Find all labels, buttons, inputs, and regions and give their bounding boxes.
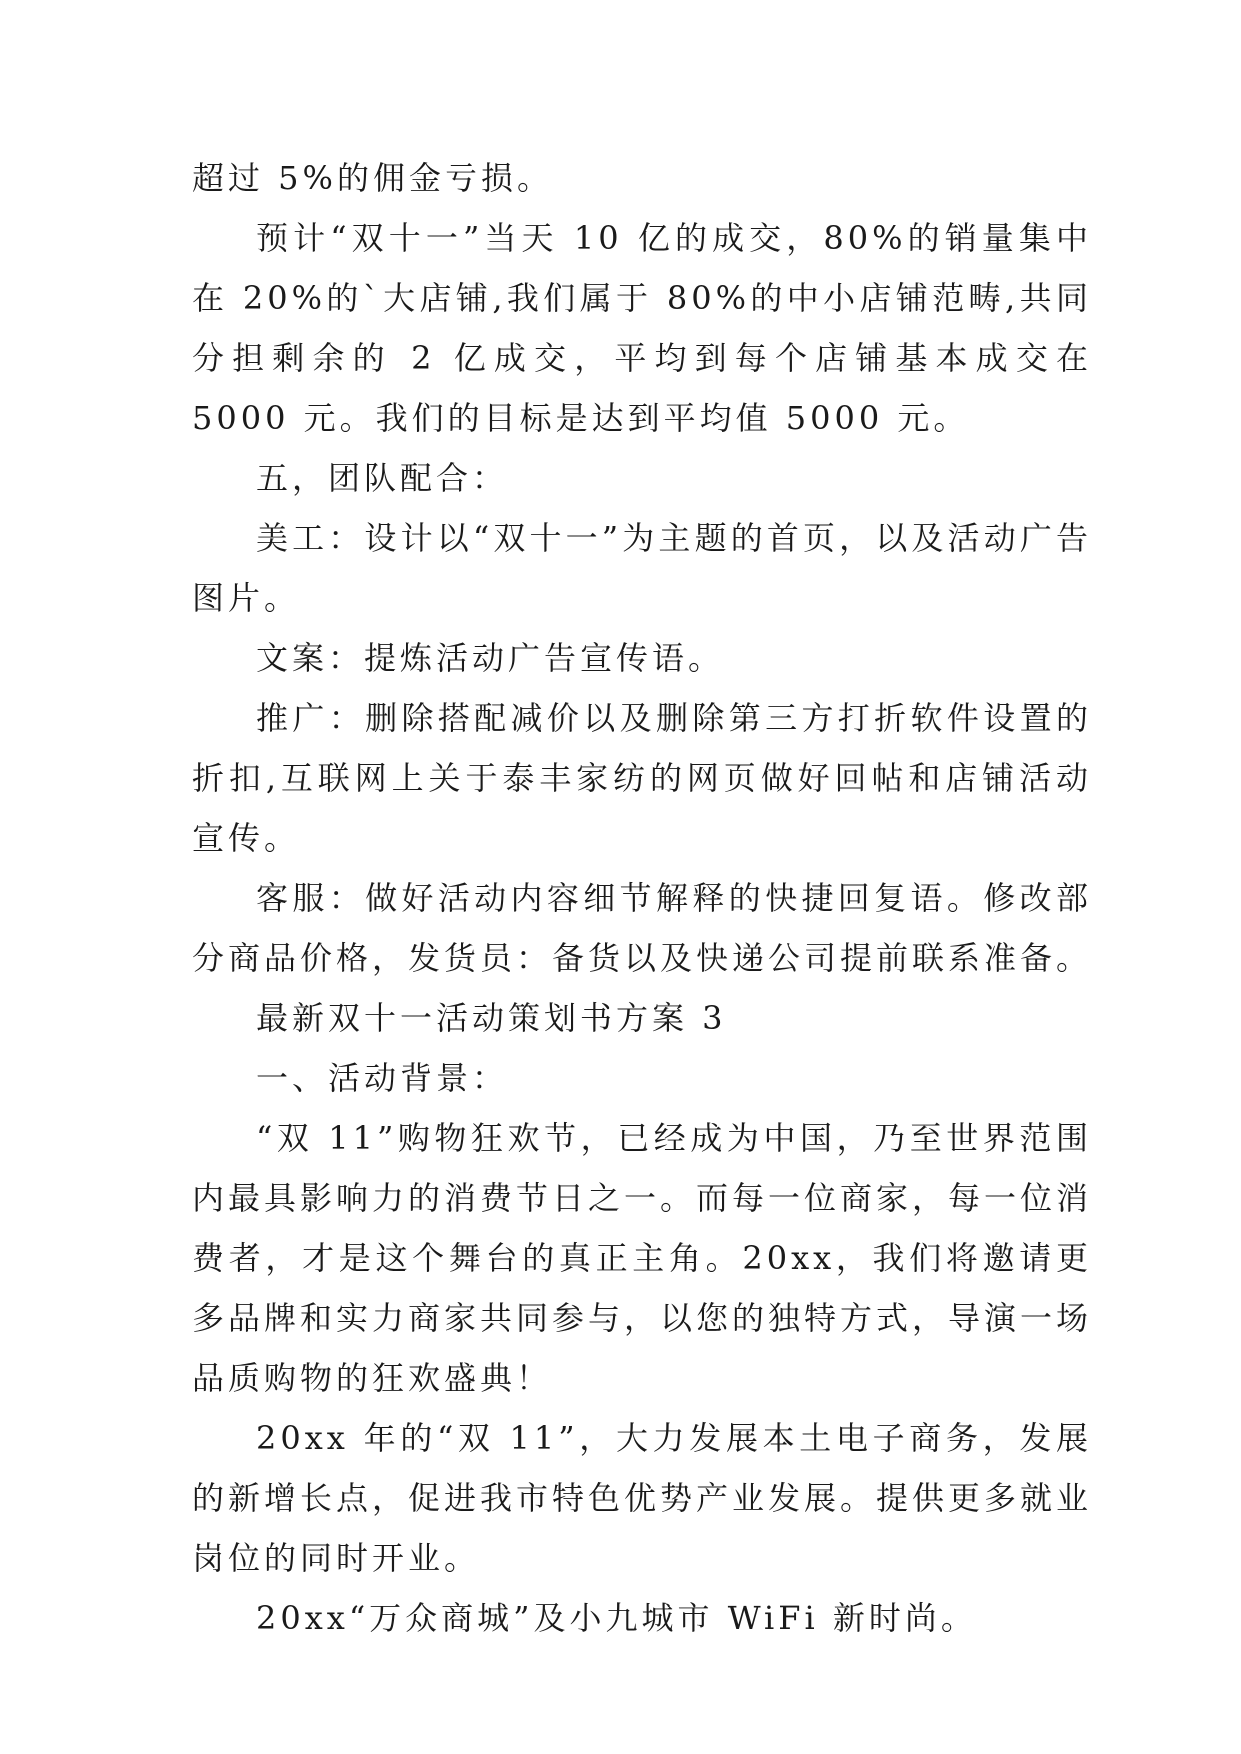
paragraph-customer-service: 客服：做好活动内容细节解释的快捷回复语。修改部分商品价格，发货员：备货以及快递公司提前联系准备。 <box>192 879 1093 977</box>
paragraph-shopping-festival: “双 11”购物狂欢节，已经成为中国，乃至世界范围内最具影响力的消费节日之一。而每一位商家，每一位消费者，才是这个舞台的真正主角。20xx，我们将邀请更多品牌和实力商家共同参与，以您的独特方式，导演一场品质购物的狂欢盛典！ <box>192 1119 1093 1397</box>
paragraph-commission-loss: 超过 5%的佣金亏损。 <box>192 159 553 197</box>
paragraph-sales-forecast: 预计“双十一”当天 10 亿的成交，80%的销量集中在 20%的`大店铺,我们属于 80%的中小店铺范畴,共同分担剩余的 2 亿成交，平均到每个店铺基本成交在 5000 元。我们的目标是达到平均值 5000 元。 <box>192 219 1092 437</box>
paragraph-wifi-trend: 20xx“万众商城”及小九城市 WiFi 新时尚。 <box>256 1599 977 1637</box>
paragraph-ecommerce-development: 20xx 年的“双 11”，大力发展本土电子商务，发展的新增长点，促进我市特色优势产业发展。提供更多就业岗位的同时开业。 <box>192 1419 1093 1577</box>
heading-team-cooperation: 五，团队配合： <box>256 459 509 497</box>
paragraph-copywriting: 文案：提炼活动广告宣传语。 <box>256 639 725 677</box>
heading-activity-background: 一、活动背景： <box>256 1059 509 1097</box>
document-body <box>192 148 1092 1648</box>
paragraph-promotion: 推广：删除搭配减价以及删除第三方打折软件设置的折扣,互联网上关于泰丰家纺的网页做好回帖和店铺活动宣传。 <box>192 699 1092 857</box>
section-title-plan-3: 最新双十一活动策划书方案 3 <box>256 999 727 1037</box>
paragraph-designer: 美工：设计以“双十一”为主题的首页，以及活动广告图片。 <box>192 519 1092 617</box>
